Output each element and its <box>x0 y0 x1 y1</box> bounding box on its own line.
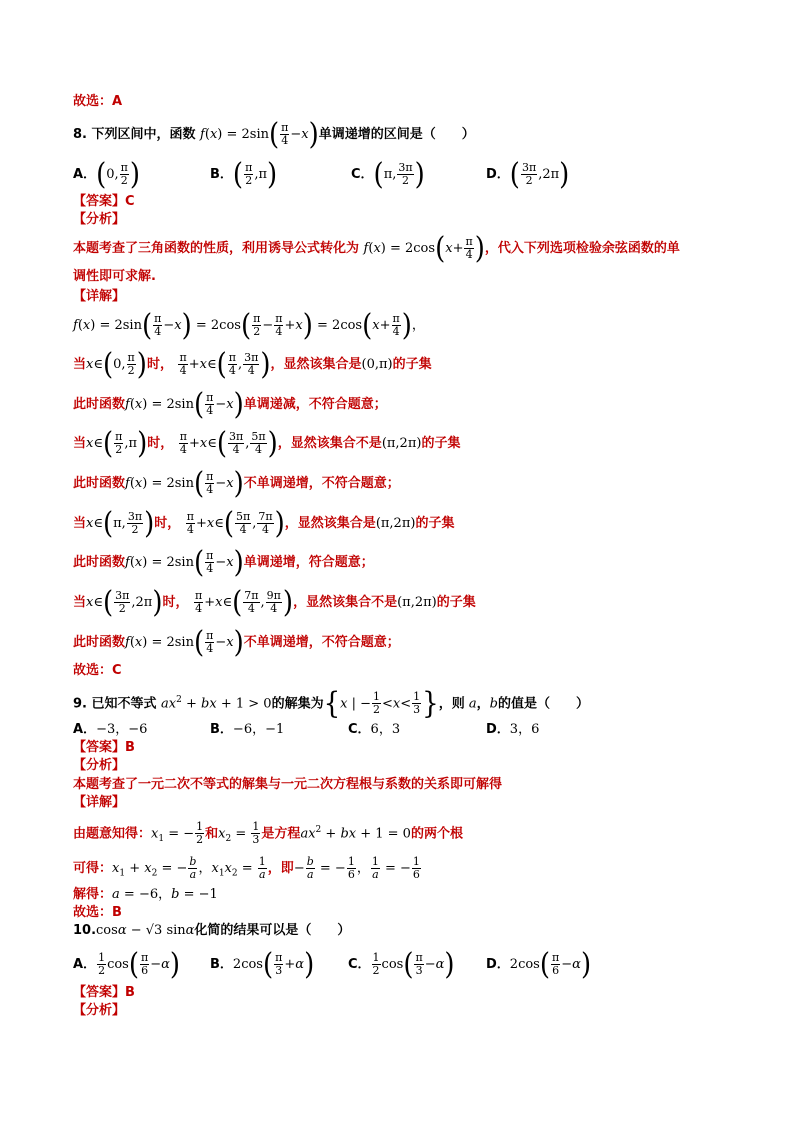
q9-detail-2: 可得：$x_1 + x_2$ = − $\frac{b}{a}$ ，$x_1x_2$ = $\frac{1}{a}$ ，即− $\frac{b}{a}$ = − $\frac{1}{6}$ ， $\frac{1}{a}$ = − $\frac{1}{6}$ <box>73 855 420 881</box>
q8-case-4: 当x∈( $\frac{3\pi}{2}$ ,2π)时， $\frac{\pi}{4}$ +x∈( $\frac{7\pi}{4}$ , $\frac{9\pi}{4}$ )，显然该集合不是(π,2π)的子集 <box>73 585 476 620</box>
q8-case-2-conclusion: 此时函数f(x) = 2sin( $\frac{\pi}{4}$ −x)不单调递增，不符合题意； <box>73 466 400 501</box>
q9-option-b: B．−6，−1 <box>210 722 285 737</box>
q9-final-answer: 故选：B <box>73 905 122 920</box>
q8-stem: 8. 下列区间中，函数 f(x) = 2sin( $\frac{\pi}{4}$ −x)单调递增的区间是（ ） <box>73 117 475 152</box>
q10-option-d: D．2cos( $\frac{\pi}{6}$ −α) <box>486 947 592 982</box>
q8-detail-formula: f(x) = 2sin( $\frac{\pi}{4}$ −x) = 2cos( $\frac{\pi}{2}$ − $\frac{\pi}{4}$ +x) = 2cos(x+ $\frac{\pi}{4}$ )， <box>73 308 425 343</box>
q10-option-a: A． $\frac{1}{2}$ cos( $\frac{\pi}{6}$ −α) <box>73 947 181 982</box>
q8-detail-label: 【详解】 <box>73 289 126 304</box>
q8-case-4-conclusion: 此时函数f(x) = 2sin( $\frac{\pi}{4}$ −x)不单调递增，不符合题意； <box>73 625 400 660</box>
q9-stem: 9. 已知不等式 $ax^2$ + bx + 1 > 0的解集为{x | − $\frac{1}{2}$ <x< $\frac{1}{3}$ }，则 a，b的值是（ ） <box>73 686 589 722</box>
q9-option-a: A．−3，−6 <box>73 722 148 737</box>
q10-stem: 10.cosα − √3 sinα化简的结果可以是（ ） <box>73 923 351 938</box>
q8-option-d: D．( $\frac{3\pi}{2}$ ,2π) <box>486 157 570 192</box>
q9-analysis-text: 本题考查了一元二次不等式的解集与一元二次方程根与系数的关系即可解得 <box>73 777 503 792</box>
q9-detail-3: 解得：a = −6，b = −1 <box>73 887 218 902</box>
q10-analysis-label: 【分析】 <box>73 1003 126 1018</box>
q9-option-d: D．3，6 <box>486 722 540 737</box>
q8-option-c: C．(π, $\frac{3\pi}{2}$ ) <box>351 157 425 192</box>
q9-answer: 【答案】B <box>73 740 135 755</box>
q8-answer: 【答案】C <box>73 194 135 209</box>
q8-case-1-conclusion: 此时函数f(x) = 2sin( $\frac{\pi}{4}$ −x)单调递减，不符合题意； <box>73 387 387 422</box>
q9-detail-label: 【详解】 <box>73 795 126 810</box>
q8-final-answer: 故选：C <box>73 663 122 678</box>
q8-case-3-conclusion: 此时函数f(x) = 2sin( $\frac{\pi}{4}$ −x)单调递增，符合题意； <box>73 545 374 580</box>
q10-option-c: C． $\frac{1}{2}$ cos( $\frac{\pi}{3}$ −α) <box>348 947 455 982</box>
q10-option-b: B．2cos( $\frac{\pi}{3}$ +α) <box>210 947 315 982</box>
q10-answer: 【答案】B <box>73 985 135 1000</box>
q9-analysis-label: 【分析】 <box>73 758 126 773</box>
q8-analysis-label: 【分析】 <box>73 212 126 227</box>
q8-case-3: 当x∈(π, $\frac{3\pi}{2}$ )时， $\frac{\pi}{4}$ +x∈( $\frac{5\pi}{4}$ , $\frac{7\pi}{4}$ )，显然该集合是(π,2π)的子集 <box>73 506 455 541</box>
q8-analysis-line-2: 调性即可求解. <box>73 269 156 284</box>
q8-option-a: A．(0, $\frac{\pi}{2}$ ) <box>73 157 141 192</box>
q8-analysis-line-1: 本题考查了三角函数的性质，利用诱导公式转化为 f(x) = 2cos(x+ $\frac{\pi}{4}$ )，代入下列选项检验余弦函数的单 <box>73 231 680 266</box>
q7-answer-line: 故选：A <box>73 94 123 109</box>
q9-option-c: C．6，3 <box>348 722 401 737</box>
q8-case-2: 当x∈( $\frac{\pi}{2}$ ,π)时， $\frac{\pi}{4}$ +x∈( $\frac{3\pi}{4}$ , $\frac{5\pi}{4}$ )，显然该集合不是(π,2π)的子集 <box>73 426 461 461</box>
q8-case-1: 当x∈(0, $\frac{\pi}{2}$ )时， $\frac{\pi}{4}$ +x∈( $\frac{\pi}{4}$ , $\frac{3\pi}{4}$ )，显然该集合是(0,π)的子集 <box>73 347 432 382</box>
q9-detail-1: 由题意知得：$x_1$ = − $\frac{1}{2}$ 和$x_2$ = $\frac{1}{3}$ 是方程$ax^2$ + bx + 1 = 0的两个根 <box>73 820 463 847</box>
q8-option-b: B．( $\frac{\pi}{2}$ ,π) <box>210 157 278 192</box>
